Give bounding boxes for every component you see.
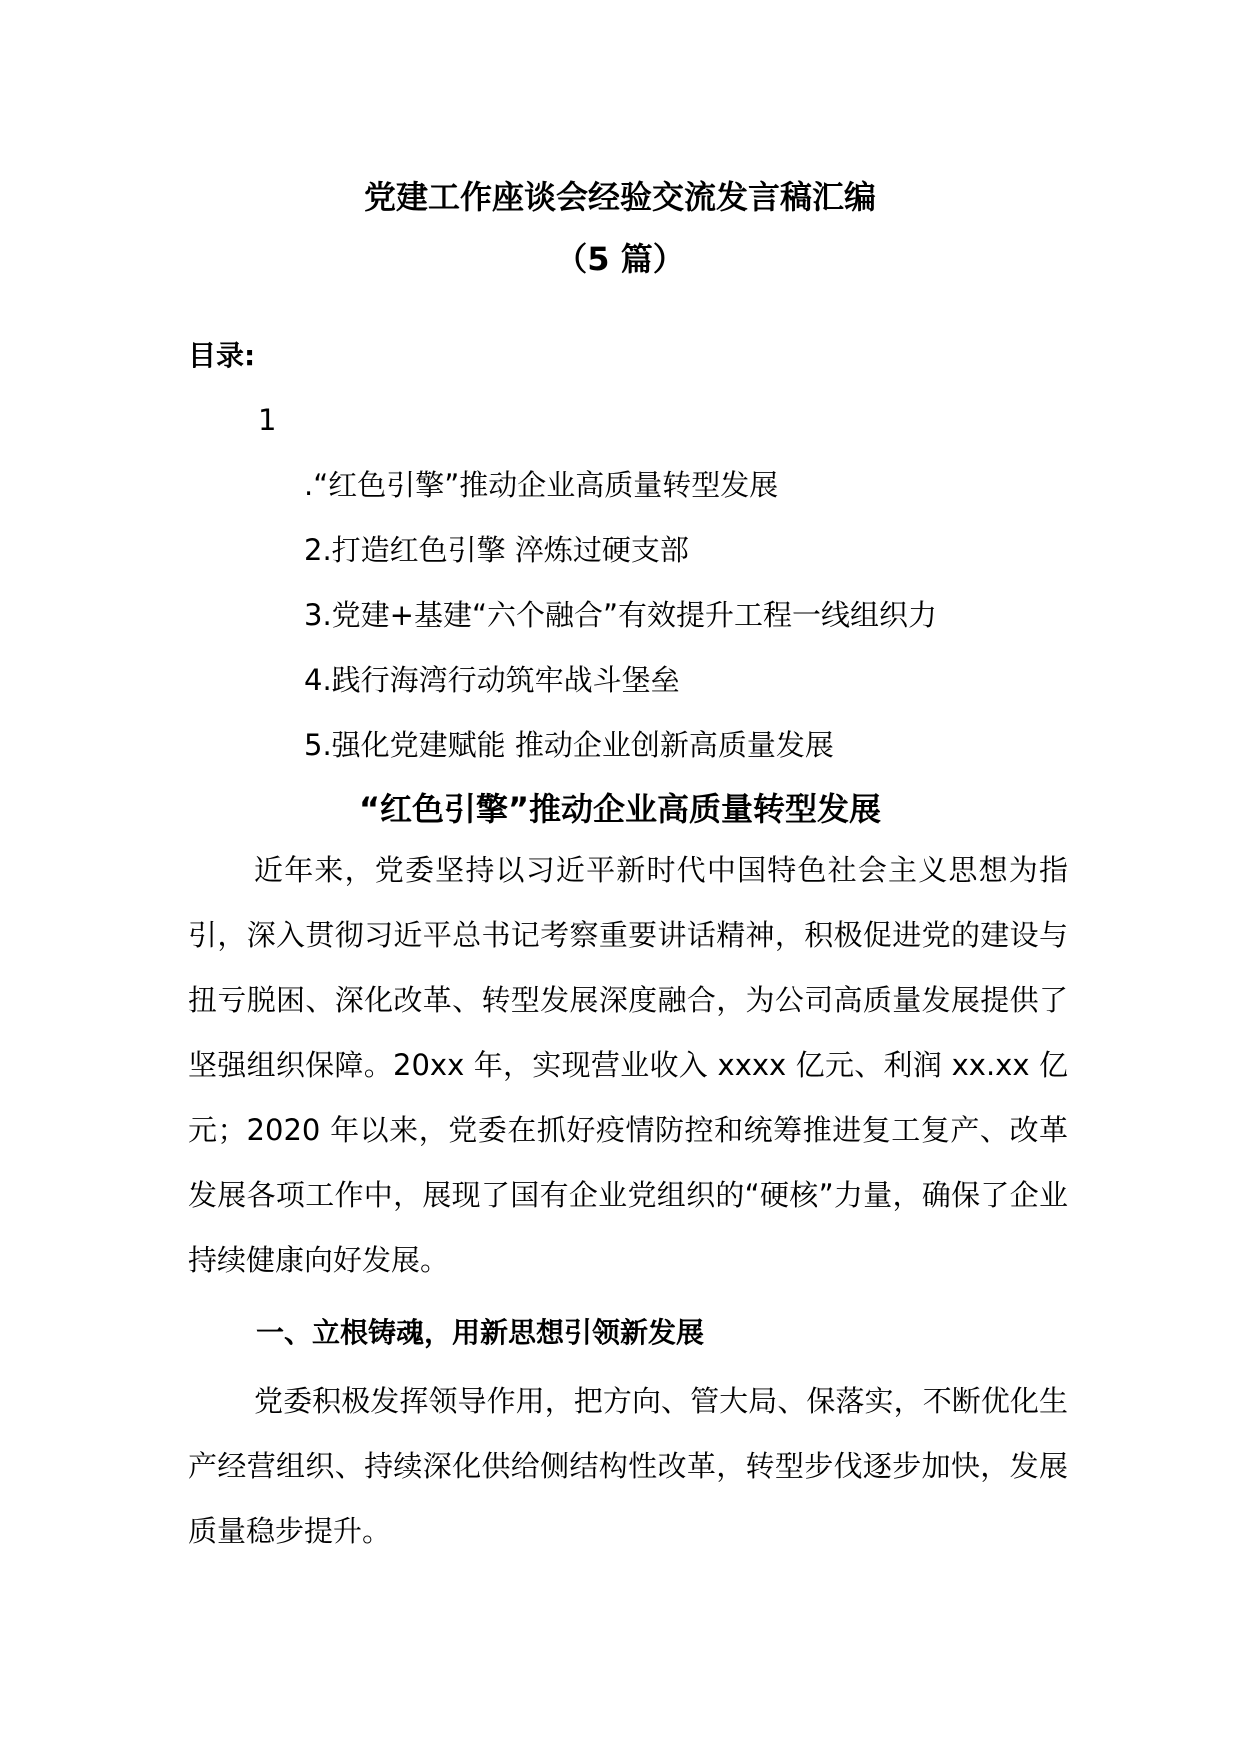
toc-item: .“红色引擎”推动企业高质量转型发展	[304, 468, 779, 502]
toc-item: 5.强化党建赋能 推动企业创新高质量发展	[304, 728, 834, 762]
document-title: 党建工作座谈会经验交流发言稿汇编	[363, 178, 876, 216]
toc-number: 1	[258, 403, 277, 437]
section-title: “红色引擎”推动企业高质量转型发展	[358, 790, 882, 828]
toc-item: 3.党建+基建“六个融合”有效提升工程一线组织力	[304, 598, 938, 632]
body-paragraph: 近年来，党委坚持以习近平新时代中国特色社会主义思想为指引，深入贯彻习近平总书记考察重要讲话精神，积极促进党的建设与扭亏脱困、深化改革、转型发展深度融合，为公司高质量发展提供了坚强组织保障。20xx 年，实现营业收入 xxxx 亿元、利润 xx.xx 亿元；2020 年以来，党委在抓好疫情防控和统筹推进复工复产、改革发展各项工作中，展现了国有企业党组织的“硬核”力量，确保了企业持续健康向好发展。	[188, 853, 1068, 1277]
toc-item: 4.践行海湾行动筑牢战斗堡垒	[304, 663, 680, 697]
toc-label: 目录:	[188, 339, 256, 372]
section-subheading: 一、立根铸魂，用新思想引领新发展	[256, 1316, 705, 1349]
document-subtitle: （5 篇）	[555, 240, 685, 278]
toc-item: 2.打造红色引擎 淬炼过硬支部	[304, 533, 689, 567]
body-paragraph: 党委积极发挥领导作用，把方向、管大局、保落实，不断优化生产经营组织、持续深化供给侧结构性改革，转型步伐逐步加快，发展质量稳步提升。	[188, 1384, 1068, 1548]
